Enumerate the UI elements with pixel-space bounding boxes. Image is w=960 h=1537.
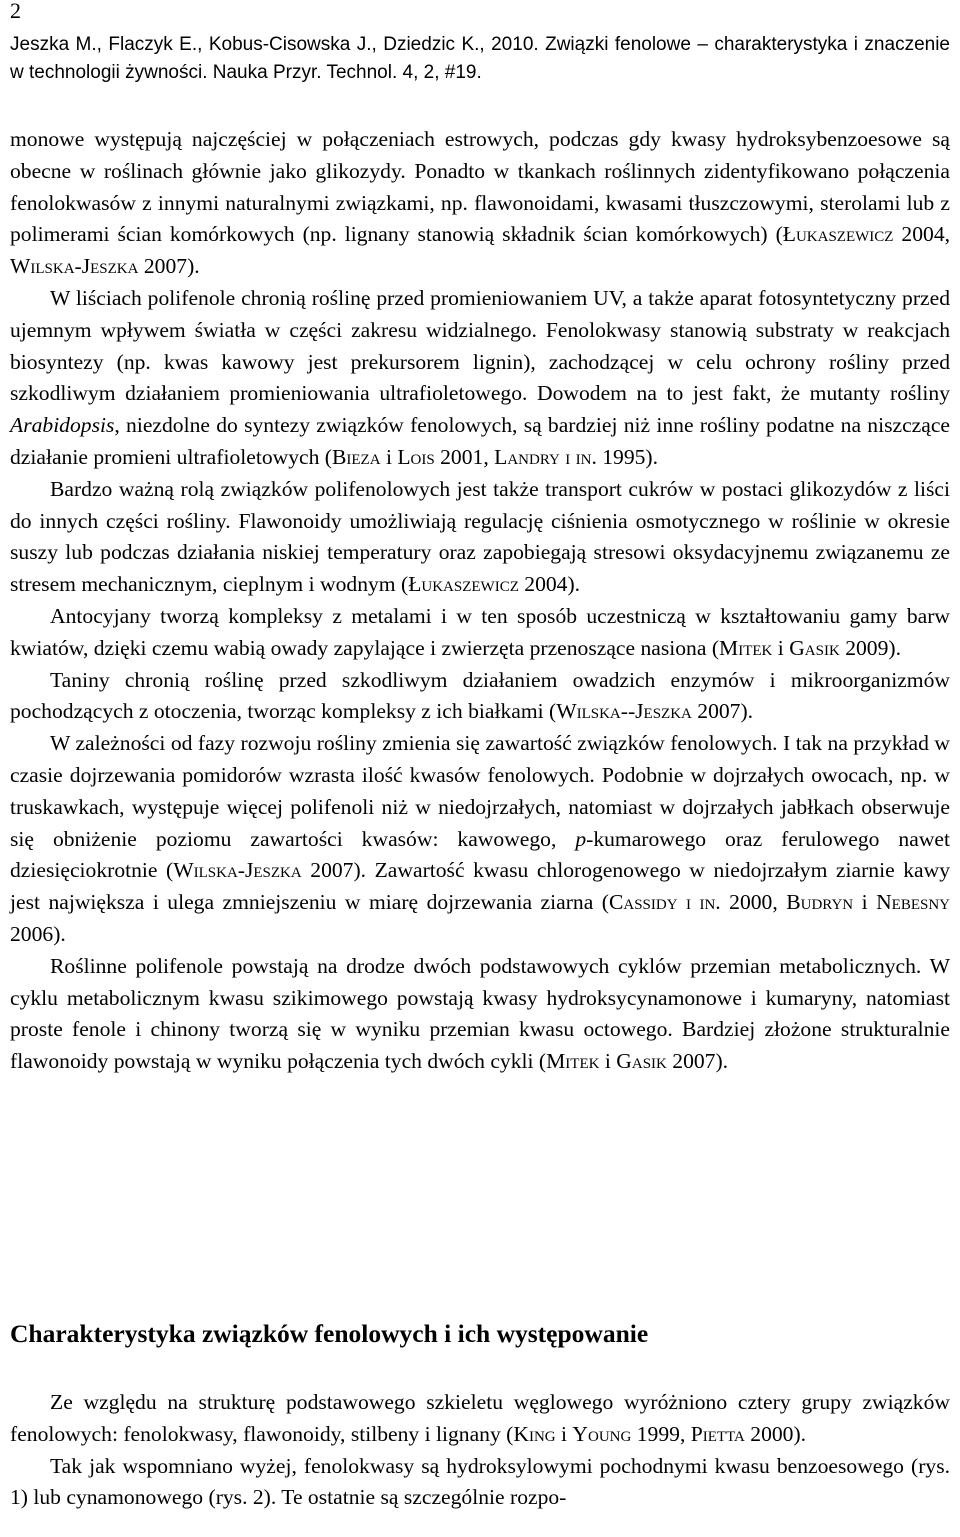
reference-author: Landry i in. <box>494 444 597 469</box>
paragraph: W liściach polifenole chronią roślinę przed promieniowaniem UV, a także aparat fotosyntetyczny przed ujemnym wpływem światła w części zakresu widzialnego. Fenolokwasy stanowią substraty w reakcjach biosyntezy (np. kwas kawowy jest prekursorem lignin), zachodzącej w celu ochrony rośliny przed szkodliwym działaniem promieniowania ultrafioletowego. Dowodem na to jest fakt, że mutanty rośliny Arabidopsis, niezdolne do syntezy związków fenolowych, są bardziej niż inne rośliny podatne na niszczące działanie promieni ultrafioletowych (Bieza i Lois 2001, Landry i in. 1995). <box>10 285 950 469</box>
reference-author: Bieza <box>332 444 381 469</box>
reference-author: Łukaszewicz <box>408 572 519 597</box>
reference-author: Mitek <box>719 635 773 660</box>
paragraph: Tak jak wspomniano wyżej, fenolokwasy są hydroksylowymi pochodnymi kwasu benzoesowego (rys. 1) lub cynamonowego (rys. 2). Te ostatnie są szczególnie rozpo- <box>10 1453 950 1510</box>
reference-author: Lois <box>397 444 435 469</box>
citation-header: Jeszka M., Flaczyk E., Kobus-Cisowska J., Dziedzic K., 2010. Związki fenolowe – charakterystyka i znaczenie w technologii żywności. Nauka Przyr. Technol. 4, 2, #19. <box>10 34 950 83</box>
reference-author: Wilska--Jeszka <box>556 699 692 724</box>
reference-author: Gasik <box>789 635 840 660</box>
paragraph: Bardzo ważną rolą związków polifenolowych jest także transport cukrów w postaci glikozydów z liści do innych części rośliny. Flawonoidy umożliwiają regulację ciśnienia osmotycznego w roślinie w okresie suszy lub podczas działania niskiej temperatury oraz zapobiegają stresowi oksydacyjnemu związanemu ze stresem mechanicznym, cieplnym i wodnym (Łukaszewicz 2004). <box>10 476 950 597</box>
page-number: 2 <box>10 0 21 23</box>
body-text-block <box>10 124 950 1078</box>
reference-author: Pietta <box>690 1421 745 1446</box>
paragraph: Antocyjany tworzą kompleksy z metalami i w ten sposób uczestniczą w kształtowaniu gamy barw kwiatów, dzięki czemu wabią owady zapylające i zwierzęta przenoszące nasiona (Mitek i Gasik 2009). <box>10 603 950 660</box>
reference-author: Budryn <box>786 890 854 915</box>
paragraph: Ze względu na strukturę podstawowego szkieletu węglowego wyróżniono cztery grupy związków fenolowych: fenolokwasy, flawonoidy, stilbeny i lignany (King i Young 1999, Pietta 2000). <box>10 1390 950 1446</box>
paragraph: Taniny chronią roślinę przed szkodliwym działaniem owadzich enzymów i mikroorganizmów pochodzących z otoczenia, tworząc kompleksy z ich białkami (Wilska--Jeszka 2007). <box>10 667 950 724</box>
reference-author: Nebesny <box>876 890 950 915</box>
reference-author: Wilska-Jeszka <box>10 254 139 279</box>
species-name: Arabidopsis <box>10 413 115 438</box>
paragraph: monowe występują najczęściej w połączeniach estrowych, podczas gdy kwasy hydroksybenzoesowe są obecne w roślinach głównie jako glikozydy. Ponadto w tkankach roślinnych zidentyfikowano połączenia fenolokwasów z innymi naturalnymi związkami, np. flawonoidami, kwasami tłuszczowymi, sterolami lub z polimerami ścian komórkowych (np. lignany stanowią składnik ścian komórkowych) (Łukaszewicz 2004, Wilska-Jeszka 2007). <box>10 127 951 279</box>
paragraph: W zależności od fazy rozwoju rośliny zmienia się zawartość związków fenolowych. I tak na przykład w czasie dojrzewania pomidorów wzrasta ilość kwasów fenolowych. Podobnie w dojrzałych owocach, np. w truskawkach, występuje więcej polifenoli niż w niedojrzałych, natomiast w dojrzałych jabłkach obserwuje się obniżenie poziomu zawartości kwasów: kawowego, p-kumarowego oraz ferulowego nawet dziesięciokrotnie (Wilska-Jeszka 2007). Zawartość kwasu chlorogenowego w niedojrzałym ziarnie kawy jest największa i ulega zmniejszeniu w miarę dojrzewania ziarna (Cassidy i in. 2000, Budryn i Nebesny 2006). <box>10 731 950 946</box>
italic-symbol: p <box>575 826 587 851</box>
reference-author: Wilska-Jeszka <box>173 858 302 883</box>
reference-author: King <box>513 1421 556 1446</box>
reference-author: Young <box>572 1421 632 1446</box>
reference-author: Cassidy i in. <box>608 890 721 915</box>
reference-author: Gasik <box>616 1049 667 1074</box>
section-body-text <box>10 1387 950 1514</box>
paragraph: Roślinne polifenole powstają na drodze dwóch podstawowych cyklów przemian metabolicznych. W cyklu metabolicznym kwasu szikimowego powstają kwasy hydroksycynamonowe i kumaryny, natomiast proste fenole i chinony tworzą się w wyniku przemian kwasu octowego. Bardziej złożone strukturalnie flawonoidy powstają w wyniku połączenia tych dwóch cykli (Mitek i Gasik 2007). <box>10 953 950 1074</box>
reference-author: Łukaszewicz <box>782 222 894 247</box>
reference-author: Mitek <box>546 1049 600 1074</box>
section-heading: Charakterystyka związków fenolowych i ich występowanie <box>10 1319 649 1348</box>
